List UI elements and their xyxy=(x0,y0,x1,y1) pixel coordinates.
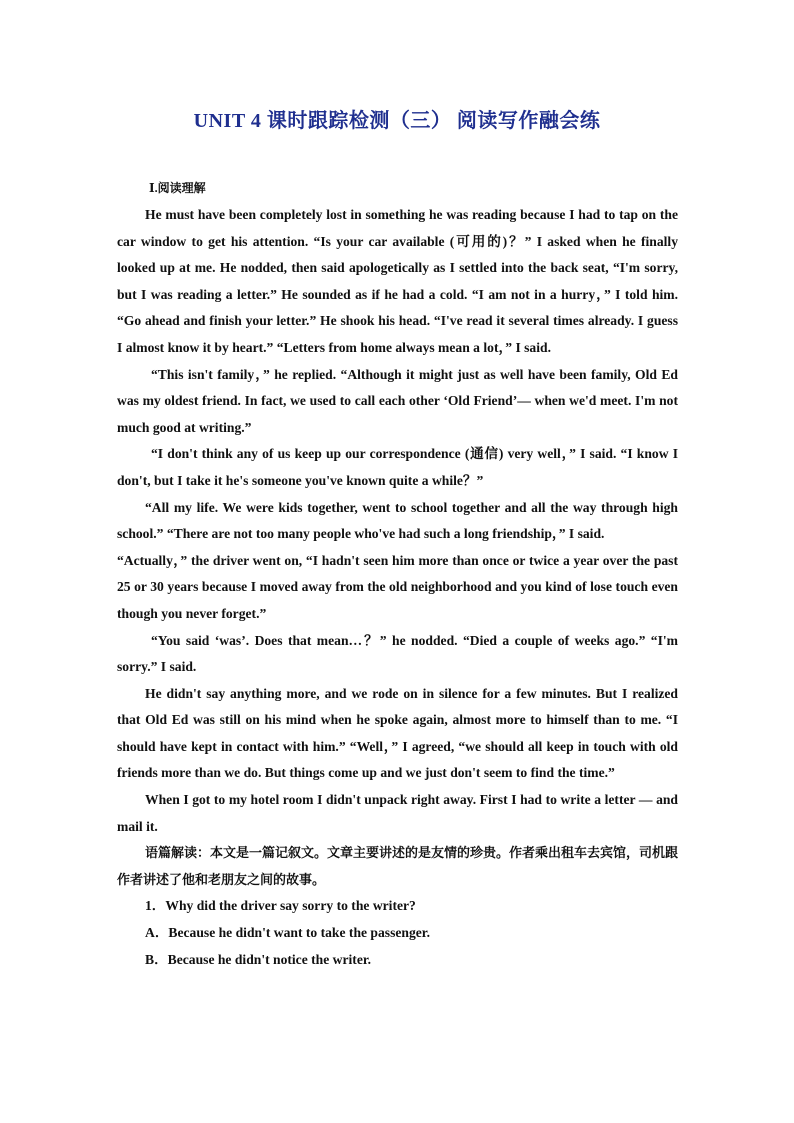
question-option-b: B．Because he didn't notice the writer. xyxy=(145,951,372,967)
question-stem: 1．Why did the driver say sorry to the writer? xyxy=(145,898,416,914)
paragraph-3: “I don't think any of us keep up our correspondence (通信) very well，” I said. “I know I don't, but I take it he's someone you've known quite a while？” xyxy=(117,446,678,488)
passage-analysis: 语篇解读：本文是一篇记叙文。文章主要讲述的是友情的珍贵。作者乘出租车去宾馆，司机跟作者讲述了他和老朋友之间的故事。 xyxy=(117,845,679,887)
paragraph-8: When I got to my hotel room I didn't unpack right away. First I had to write a letter — and mail it. xyxy=(117,792,678,834)
paragraph-4: “All my life. We were kids together, went to school together and all the way through high school.” “There are not too many people who've had such a long friendship，” I said. xyxy=(117,499,678,542)
paragraph-2: “This isn't family，” he replied. “Although it might just as well have been family, Old Ed was my oldest friend. In fact, we used to call each other ‘Old Friend’— when we'd meet. I'm not much good at writing.” xyxy=(117,366,678,435)
page-title: UNIT 4 课时跟踪检测（三） 阅读写作融会练 xyxy=(193,110,601,132)
paragraph-5: “Actually，” the driver went on, “I hadn't seen him more than once or twice a year over the past 25 or 30 years because I moved away from the old neighborhood and you kind of lose touch even though you never forget.” xyxy=(117,552,678,621)
reading-content xyxy=(117,178,678,973)
paragraph-7: He didn't say anything more, and we rode on in silence for a few minutes. But I realized that Old Ed was still on his mind when he spoke again, almost more to himself than to me. “I should have kept in contact with him.” “Well，” I agreed, “we should all keep in touch with old friends more than we do. But things come up and we just don't seem to find the time.” xyxy=(117,685,678,781)
section-label: Ⅰ.阅读理解 xyxy=(149,181,206,195)
paragraph-6: “You said ‘was’. Does that mean…？” he nodded. “Died a couple of weeks ago.” “I'm sorry.” I said. xyxy=(117,632,678,675)
paragraph-1: He must have been completely lost in something he was reading because I had to tap on the car window to get his attention. “Is your car available (可用的)？” I asked when he finally looked up at me. He nodded, then said apologetically as I settled into the back seat, “I'm sorry, but I was reading a letter.” He sounded as if he had a cold. “I am not in a hurry，” I told him. “Go ahead and finish your letter.” He shook his head. “I've read it several times already. I guess I almost know it by heart.” “Letters from home always mean a lot，” I said. xyxy=(117,207,678,355)
question-option-a: A．Because he didn't want to take the passenger. xyxy=(145,925,430,941)
